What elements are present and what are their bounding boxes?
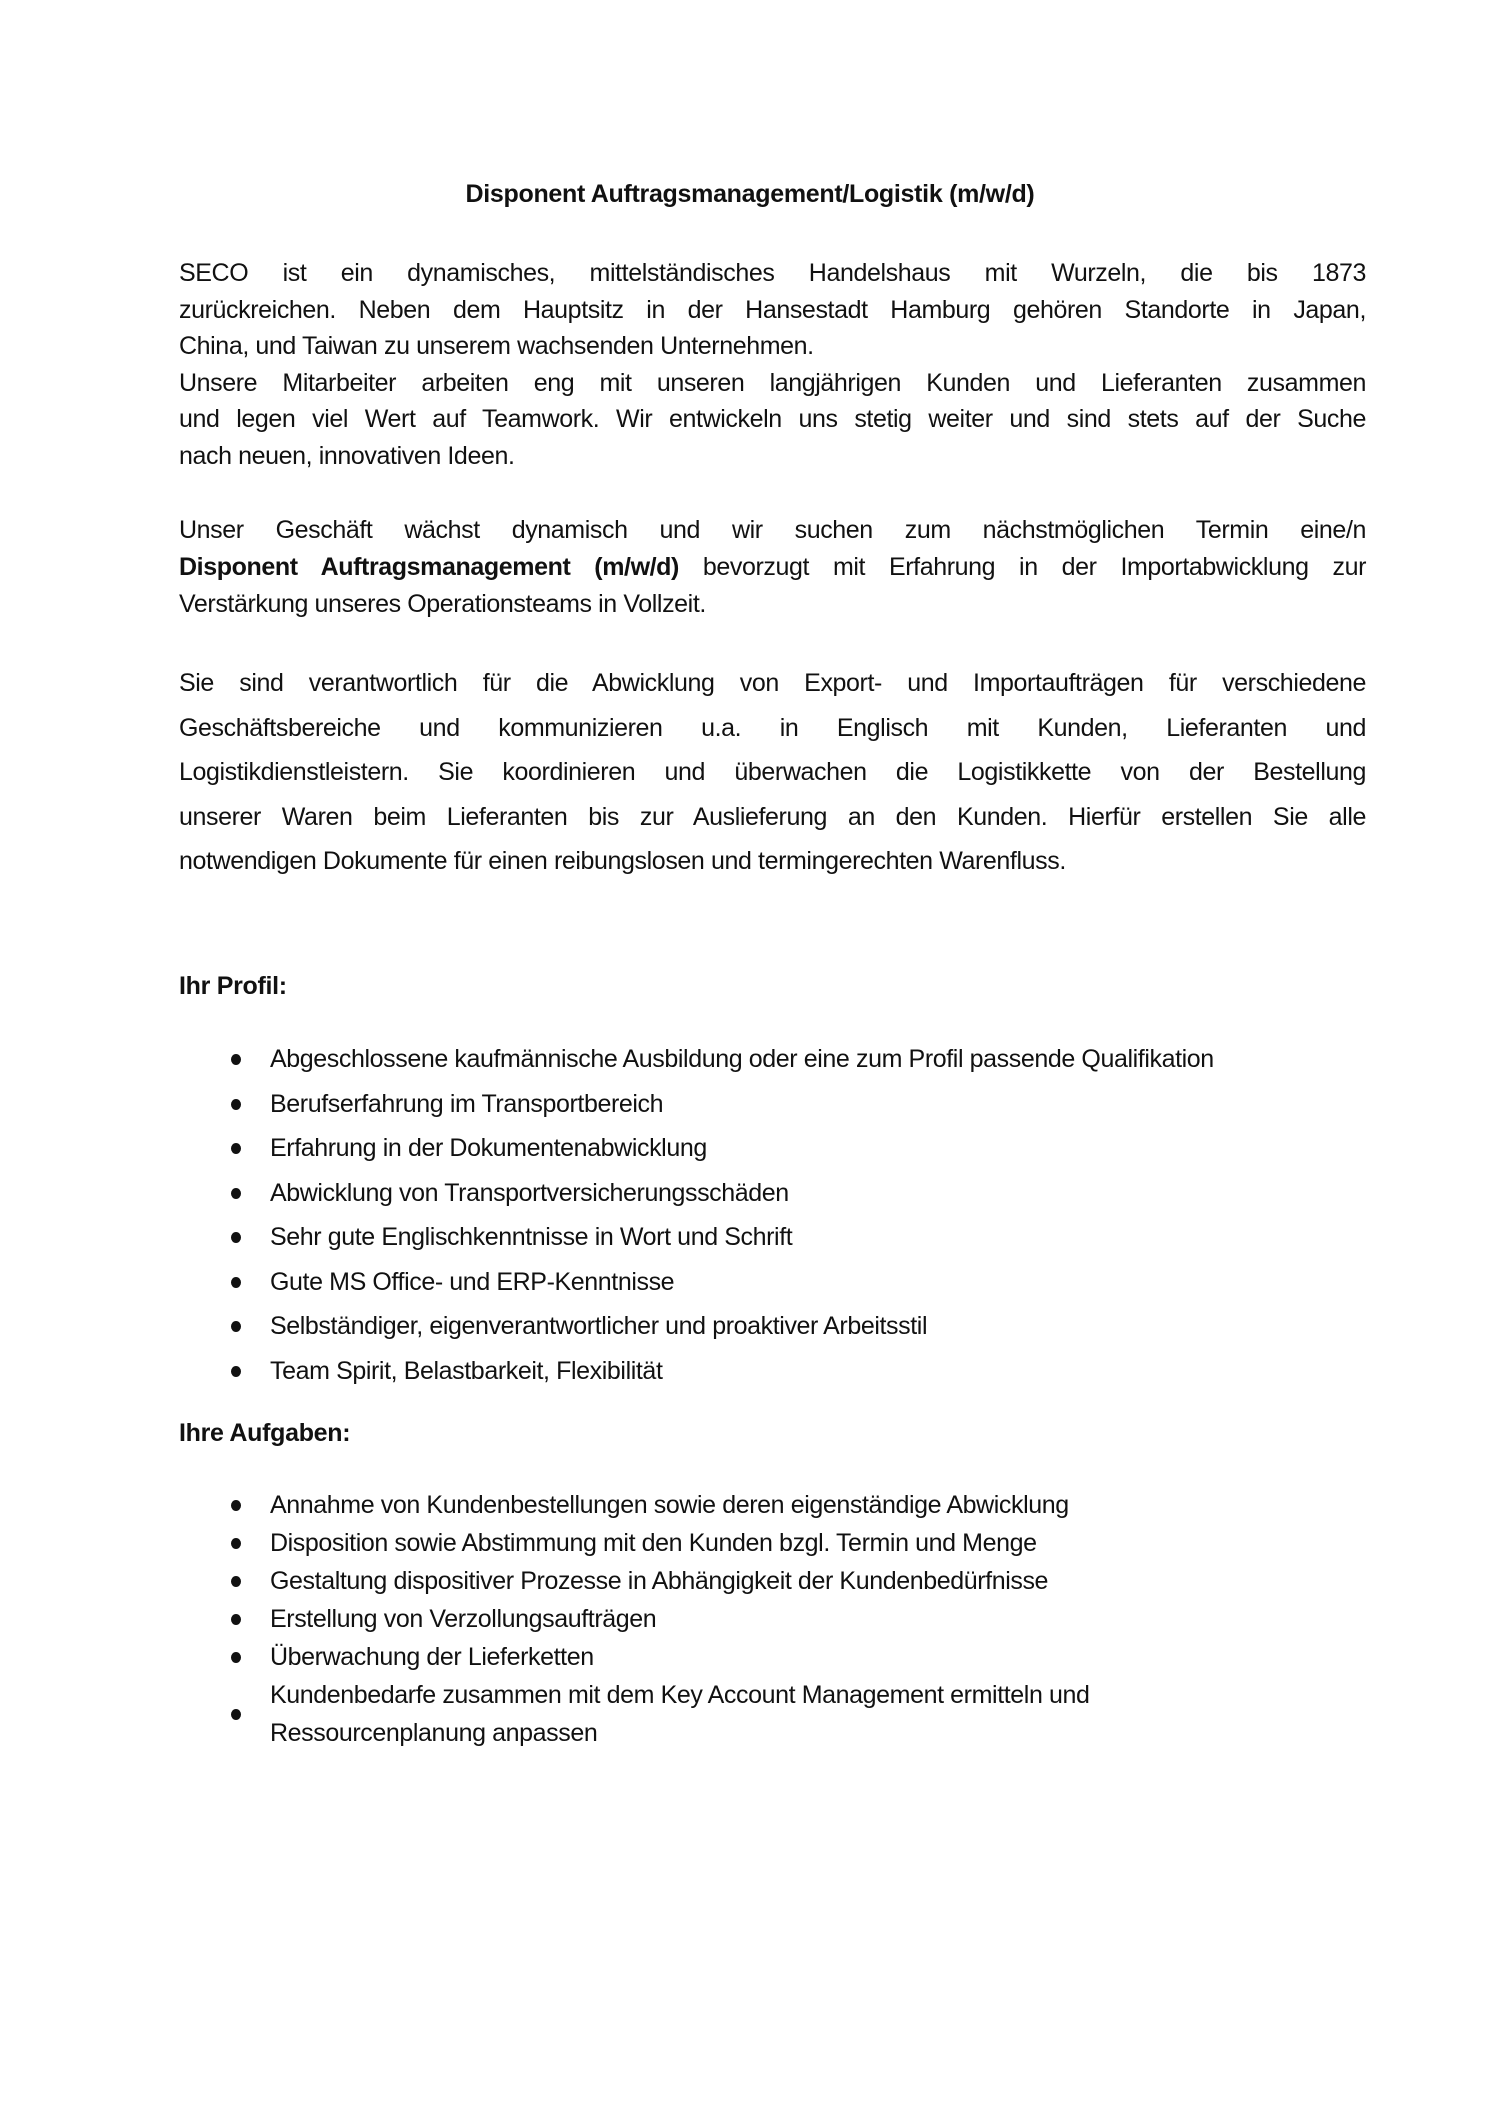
intro-paragraph (179, 255, 1366, 474)
aufgaben-list (179, 1486, 1279, 1752)
list-item-text: Überwachung der Lieferketten (270, 1643, 594, 1671)
bullet-icon (231, 1232, 241, 1243)
bullet-icon (231, 1652, 241, 1663)
list-item-text: Kundenbedarfe zusammen mit dem Key Account Management ermitteln und Ressourcenplanung anpassen (270, 1681, 1090, 1747)
search-line (179, 549, 1366, 586)
responsibilities-line: Geschäftsbereiche und kommunizieren u.a. in Englisch mit Kunden, Lieferanten und (179, 713, 1366, 742)
bullet-icon (231, 1099, 241, 1110)
list-item-text: Berufserfahrung im Transportbereich (270, 1089, 664, 1118)
list-item-text: Annahme von Kundenbestellungen sowie deren eigenständige Abwicklung (270, 1491, 1069, 1519)
bullet-icon (231, 1500, 241, 1511)
list-item-text: Team Spirit, Belastbarkeit, Flexibilität (270, 1356, 663, 1385)
profil-heading: Ihr Profil: (179, 972, 287, 1000)
bullet-icon (231, 1054, 241, 1065)
list-item (179, 1260, 1214, 1305)
list-item-text: Erfahrung in der Dokumentenabwicklung (270, 1134, 707, 1162)
responsibilities-paragraph (179, 661, 1366, 884)
profil-list (179, 1037, 1214, 1393)
responsibilities-line: Logistikdienstleistern. Sie koordinieren und überwachen die Logistikkette von der Bestellung (179, 758, 1366, 786)
list-item (179, 1037, 1214, 1082)
bullet-icon (231, 1188, 241, 1199)
list-item (179, 1171, 1214, 1216)
search-line-rest: bevorzugt mit Erfahrung in der Importabwicklung zur (678, 553, 1367, 581)
page-title: Disponent Auftragsmanagement/Logistik (m/w/d) (465, 180, 1035, 208)
list-item (179, 1349, 1214, 1394)
list-item-text: Abgeschlossene kaufmännische Ausbildung oder eine zum Profil passende Qualifikation (270, 1045, 1214, 1073)
list-item-text: Gestaltung dispositiver Prozesse in Abhängigkeit der Kundenbedürfnisse (270, 1567, 1049, 1595)
list-item-text: Erstellung von Verzollungsaufträgen (270, 1605, 657, 1633)
intro-line: und legen viel Wert auf Teamwork. Wir entwickeln uns stetig weiter und sind stets auf der Suche (179, 405, 1366, 433)
responsibilities-line: notwendigen Dokumente für einen reibungslosen und termingerechten Warenfluss. (179, 847, 1066, 875)
bullet-icon (231, 1321, 241, 1332)
list-item (179, 1304, 1214, 1349)
list-item (179, 1215, 1214, 1260)
list-item (179, 1082, 1214, 1127)
intro-line: nach neuen, innovativen Ideen. (179, 441, 515, 470)
list-item-text: Selbständiger, eigenverantwortlicher und proaktiver Arbeitsstil (270, 1312, 928, 1340)
intro-line: SECO ist ein dynamisches, mittelständisches Handelshaus mit Wurzeln, die bis 1873 (179, 259, 1366, 287)
list-item-text: Abwicklung von Transportversicherungsschäden (270, 1178, 789, 1207)
bullet-icon (231, 1538, 241, 1549)
list-item-text: Sehr gute Englischkenntnisse in Wort und Schrift (270, 1223, 793, 1251)
position-title-bold: Disponent Auftragsmanagement (m/w/d) (179, 553, 679, 581)
list-item-text: Gute MS Office- und ERP-Kenntnisse (270, 1267, 675, 1296)
bullet-icon (231, 1143, 241, 1154)
search-paragraph (179, 512, 1366, 623)
intro-line: China, und Taiwan zu unserem wachsenden Unternehmen. (179, 332, 814, 360)
aufgaben-heading: Ihre Aufgaben: (179, 1419, 351, 1447)
bullet-icon (231, 1366, 241, 1377)
list-item-text: Disposition sowie Abstimmung mit den Kunden bzgl. Termin und Menge (270, 1529, 1037, 1557)
bullet-icon (231, 1277, 241, 1288)
list-item (179, 1126, 1214, 1171)
list-item (179, 1486, 1279, 1524)
list-item (179, 1638, 1279, 1676)
intro-line: Unsere Mitarbeiter arbeiten eng mit unseren langjährigen Kunden und Lieferanten zusammen (179, 368, 1366, 397)
bullet-icon (231, 1709, 241, 1720)
list-item (179, 1676, 1279, 1752)
list-item (179, 1524, 1279, 1562)
intro-line: zurückreichen. Neben dem Hauptsitz in der Hansestadt Hamburg gehören Standorte in Japan, (179, 295, 1366, 324)
bullet-icon (231, 1576, 241, 1587)
search-line: Verstärkung unseres Operationsteams in Vollzeit. (179, 590, 706, 618)
list-item (179, 1600, 1279, 1638)
responsibilities-line: unserer Waren beim Lieferanten bis zur Auslieferung an den Kunden. Hierfür erstellen Sie alle (179, 802, 1366, 831)
search-line: Unser Geschäft wächst dynamisch und wir suchen zum nächstmöglichen Termin eine/n (179, 516, 1366, 544)
responsibilities-line: Sie sind verantwortlich für die Abwicklung von Export- und Importaufträgen für verschiedene (179, 669, 1366, 697)
list-item (179, 1562, 1279, 1600)
bullet-icon (231, 1614, 241, 1625)
